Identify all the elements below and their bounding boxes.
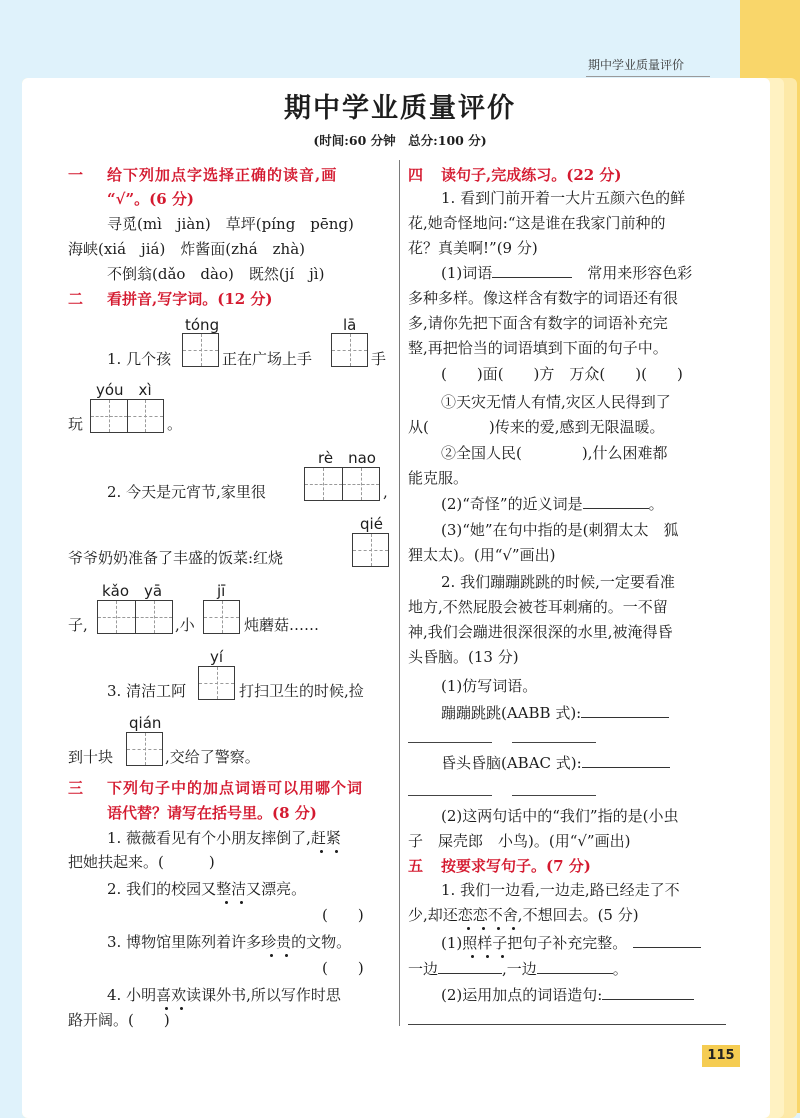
section-1-line-2: 海峡(xiá jiá) 炸酱面(zhá zhà) xyxy=(68,240,306,258)
s4-q1-c1-line2: 从( )传来的爱,感到无限温暖。 xyxy=(408,418,665,436)
section-3-heading-line2: 语代替？请写在括号里。(8 分) xyxy=(107,804,317,822)
dotted-word: 珍贵 xyxy=(261,930,291,954)
pinyin-renao: rè nao xyxy=(318,449,376,467)
s4-q1-line3: 多,请你先把下面含有数字的词语补充完 xyxy=(408,314,668,332)
dotted-word: 喜欢 xyxy=(156,983,186,1007)
s5-line5: (2)运用加点的词语造句: xyxy=(441,983,694,1007)
pinyin-qian: qián xyxy=(129,714,162,732)
writing-box-yi[interactable] xyxy=(198,666,235,700)
s4-q1-line4: 整,再把恰当的词语填到下面的句子中。 xyxy=(408,339,668,357)
s4-p2-line1: 2. 我们蹦蹦跳跳的时候,一定要看准 xyxy=(441,573,675,591)
s4-p2-abac: 昏头昏脑(ABAC 式): xyxy=(441,751,670,775)
s5-line2: 少,却还恋恋不舍,不想回去。(5 分) xyxy=(408,903,639,927)
section-2-heading: 看拼音,写字词。(12 分) xyxy=(107,290,273,308)
s3-q3-answer-bracket[interactable]: ( ) xyxy=(322,959,364,977)
running-header-rule xyxy=(586,76,710,77)
s3-q3-line1: 3. 博物馆里陈列着许多珍贵的文物。 xyxy=(107,930,351,954)
section-3-number: 三 xyxy=(68,779,84,797)
page-title: 期中学业质量评价 xyxy=(284,93,516,124)
running-header: 期中学业质量评价 xyxy=(588,58,685,72)
answer-blank[interactable] xyxy=(492,262,572,278)
s4-q1-c2-line1: ②全国人民( ),什么困难都 xyxy=(441,444,668,462)
pinyin-qie: qié xyxy=(360,515,383,533)
q3-text-b: 打扫卫生的时候,捡 xyxy=(239,682,364,700)
answer-line[interactable] xyxy=(408,795,492,796)
q2-text-f: 炖蘑菇…… xyxy=(244,616,320,634)
q3-text-a: 3. 清洁工阿 xyxy=(107,682,187,700)
answer-blank[interactable] xyxy=(602,984,694,1000)
s4-p2-q1: (1)仿写词语。 xyxy=(441,677,538,695)
s4-p2-q2-line2: 子 屎壳郎 小鸟)。(用“√”画出) xyxy=(408,832,631,850)
section-1-number: 一 xyxy=(68,166,84,184)
q3-text-d: ,交给了警察。 xyxy=(165,748,260,766)
writing-box-youxi[interactable] xyxy=(90,399,164,433)
s3-q2-line1: 2. 我们的校园又整洁又漂亮。 xyxy=(107,877,306,901)
section-3-heading: 下列句子中的加点词语可以用哪个词 xyxy=(107,779,364,797)
section-1-heading-line2: “√”。(6 分) xyxy=(107,190,194,208)
pinyin-kaoya: kǎo yā xyxy=(102,582,163,600)
section-2-number: 二 xyxy=(68,290,84,308)
answer-line[interactable] xyxy=(408,742,492,743)
q1-text-d: 玩 xyxy=(68,415,84,433)
q2-text-e: ,小 xyxy=(175,616,195,634)
q1-text-e: 。 xyxy=(167,415,183,433)
section-4-heading: 读句子,完成练习。(22 分) xyxy=(441,166,622,184)
dotted-word: 恋恋不舍 xyxy=(458,903,518,927)
pinyin-youxi: yóu xì xyxy=(96,381,152,399)
answer-line[interactable] xyxy=(512,742,596,743)
s4-p2-line3: 神,我们会蹦进很深很深的水里,被淹得昏 xyxy=(408,623,673,641)
writing-box-tong[interactable] xyxy=(182,333,219,367)
q1-text-b: 正在广场上手 xyxy=(222,350,313,368)
s3-q4-line1: 4. 小明喜欢读课外书,所以写作时思 xyxy=(107,983,341,1007)
s4-p2-q2-line1: (2)这两句话中的“我们”指的是(小虫 xyxy=(441,807,679,825)
writing-box-ji[interactable] xyxy=(203,600,240,634)
writing-box-qian[interactable] xyxy=(126,732,163,766)
pinyin-yi: yí xyxy=(210,648,224,666)
s4-q1-c2-line2: 能克服。 xyxy=(408,469,469,487)
q2-text-a: 2. 今天是元宵节,家里很 xyxy=(107,483,266,501)
pinyin-tong: tóng xyxy=(185,316,220,334)
section-1-heading: 给下列加点字选择正确的读音,画 xyxy=(107,166,338,184)
page-number: 115 xyxy=(702,1045,740,1067)
section-1-line-1: 寻觅(mì jiàn) 草坪(píng pēng) xyxy=(107,215,354,233)
q3-text-c: 到十块 xyxy=(68,748,114,766)
s4-q1-line2: 多种多样。像这样含有数字的词语还有很 xyxy=(408,289,679,307)
answer-blank[interactable] xyxy=(583,493,649,509)
writing-box-kaoya[interactable] xyxy=(97,600,173,634)
answer-line[interactable] xyxy=(408,1024,726,1025)
s4-p2-line4: 头昏脑。(13 分) xyxy=(408,648,519,666)
writing-box-la[interactable] xyxy=(331,333,368,367)
pinyin-ji: jī xyxy=(217,582,226,600)
q2-text-c: 爷爷奶奶准备了丰盛的饭菜:红烧 xyxy=(68,549,284,567)
s3-q1-line1: 1. 薇薇看见有个小朋友摔倒了,赶紧 xyxy=(107,826,341,850)
s5-line1: 1. 我们一边看,一边走,路已经走了不 xyxy=(441,881,680,899)
s3-q4-line2: 路开阔。( ) xyxy=(68,1011,170,1029)
s5-line3: (1)照样子把句子补充完整。 xyxy=(441,931,701,955)
answer-blank[interactable] xyxy=(537,958,613,974)
page-subtitle: (时间:60 分钟 总分:100 分) xyxy=(313,133,487,148)
q2-text-b: , xyxy=(383,483,388,501)
answer-blank[interactable] xyxy=(581,702,669,718)
q2-text-d: 子, xyxy=(68,616,88,634)
writing-box-renao[interactable] xyxy=(304,467,380,501)
s4-p1-line2: 花,她奇怪地问:“这是谁在我家门前种的 xyxy=(408,214,666,232)
s4-p1-line3: 花？真美啊!”(9 分) xyxy=(408,239,538,257)
q1-text-a: 1. 几个孩 xyxy=(107,350,172,368)
s4-q3-line1: (3)“她”在句中指的是(刺猬太太 狐 xyxy=(441,521,679,539)
s4-q1-c1-line1: ①天灾无情人有情,灾区人民得到了 xyxy=(441,393,671,411)
section-4-number: 四 xyxy=(408,166,424,184)
writing-box-qie[interactable] xyxy=(352,533,389,567)
s3-q2-answer-bracket[interactable]: ( ) xyxy=(322,906,364,924)
section-5-number: 五 xyxy=(408,857,424,875)
s5-line4: 一边 ,一边 。 xyxy=(408,960,628,978)
s4-p2-line2: 地方,不然屁股会被苍耳刺痛的。一不留 xyxy=(408,598,668,616)
answer-line[interactable] xyxy=(512,795,596,796)
s4-q1-number-blanks[interactable]: ( )面( )方 万众( )( ) xyxy=(441,365,683,383)
section-1-line-3: 不倒翁(dǎo dào) 既然(jí jì) xyxy=(107,265,325,283)
s4-q1-line1: (1)词语 常用来形容色彩 xyxy=(441,264,693,282)
answer-blank[interactable] xyxy=(633,932,701,948)
s4-p1-line1: 1. 看到门前开着一大片五颜六色的鲜 xyxy=(441,189,686,207)
s4-q3-line2: 狸太太)。(用“√”画出) xyxy=(408,546,556,564)
answer-blank[interactable] xyxy=(438,958,502,974)
dotted-word: 整洁 xyxy=(216,877,246,901)
dotted-word: 赶紧 xyxy=(311,826,341,850)
s4-p2-aabb: 蹦蹦跳跳(AABB 式): xyxy=(441,701,669,725)
section-5-heading: 按要求写句子。(7 分) xyxy=(441,857,591,875)
pinyin-la: lā xyxy=(343,316,357,334)
s4-q2-line: (2)“奇怪”的近义词是 。 xyxy=(441,495,664,513)
q1-text-c: 手 xyxy=(371,350,387,368)
column-divider xyxy=(399,160,400,1026)
answer-blank[interactable] xyxy=(582,752,670,768)
dotted-word: 照样子 xyxy=(462,931,507,955)
s3-q1-line2: 把她扶起来。( ) xyxy=(68,853,215,871)
